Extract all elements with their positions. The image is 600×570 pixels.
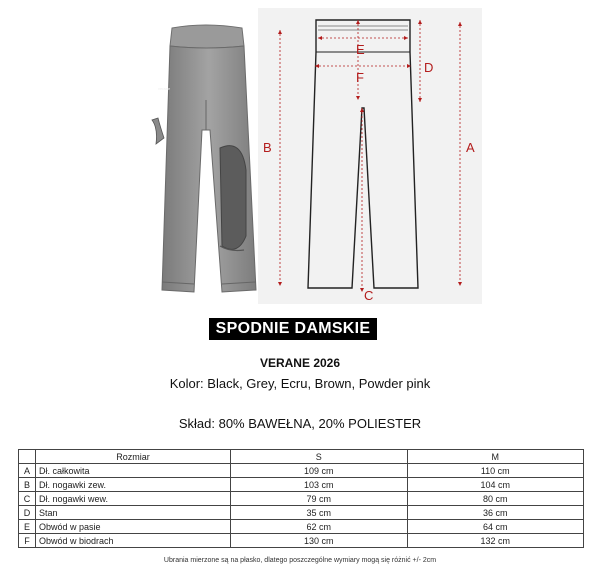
row-value-s: 109 cm	[231, 464, 408, 478]
size-chart-header	[19, 450, 584, 464]
row-letter: E	[19, 520, 36, 534]
row-value-m: 132 cm	[407, 534, 584, 548]
model-name: VERANE 2026	[259, 356, 341, 370]
row-letter: F	[19, 534, 36, 548]
header-size-s: S	[231, 450, 408, 464]
row-letter: A	[19, 464, 36, 478]
row-value-m: 104 cm	[407, 478, 584, 492]
row-value-s: 62 cm	[231, 520, 408, 534]
dim-label-b: B	[263, 140, 272, 155]
color-options: Kolor: Black, Grey, Ecru, Brown, Powder pink	[169, 376, 431, 391]
table-row	[19, 464, 584, 478]
row-letter: C	[19, 492, 36, 506]
row-value-m: 36 cm	[407, 506, 584, 520]
header-name-cell: Rozmiar	[36, 450, 231, 464]
row-value-m: 80 cm	[407, 492, 584, 506]
row-measure-name: Dł. nogawki wew.	[36, 492, 231, 506]
row-value-s: 130 cm	[231, 534, 408, 548]
size-chart	[18, 449, 584, 548]
row-value-s: 79 cm	[231, 492, 408, 506]
table-row	[19, 534, 584, 548]
row-letter: D	[19, 506, 36, 520]
row-measure-name: Dł. całkowita	[36, 464, 231, 478]
dim-label-e: E	[356, 42, 365, 57]
row-measure-name: Dł. nogawki zew.	[36, 478, 231, 492]
header-letter-cell	[19, 450, 36, 464]
table-row	[19, 492, 584, 506]
dim-label-d: D	[424, 60, 434, 75]
dim-label-a: A	[466, 140, 475, 155]
product-photo	[150, 20, 260, 300]
table-row	[19, 520, 584, 534]
dim-label-f: F	[356, 70, 364, 85]
row-measure-name: Stan	[36, 506, 231, 520]
row-value-m: 64 cm	[407, 520, 584, 534]
header-size-m: M	[407, 450, 584, 464]
row-value-s: 35 cm	[231, 506, 408, 520]
measurement-footnote: Ubrania mierzone są na płasko, dlatego poszczególne wymiary mogą się różnić +/- 2cm	[163, 557, 437, 564]
row-measure-name: Obwód w biodrach	[36, 534, 231, 548]
fabric-composition: Skład: 80% BAWEŁNA, 20% POLIESTER	[178, 416, 422, 431]
row-value-s: 103 cm	[231, 478, 408, 492]
table-row	[19, 478, 584, 492]
product-title: SPODNIE DAMSKIE	[209, 318, 377, 340]
waistband-label: verane	[158, 86, 171, 91]
dim-label-c: C	[364, 288, 374, 303]
table-row	[19, 506, 584, 520]
technical-drawing	[258, 8, 482, 304]
row-measure-name: Obwód w pasie	[36, 520, 231, 534]
row-letter: B	[19, 478, 36, 492]
row-value-m: 110 cm	[407, 464, 584, 478]
